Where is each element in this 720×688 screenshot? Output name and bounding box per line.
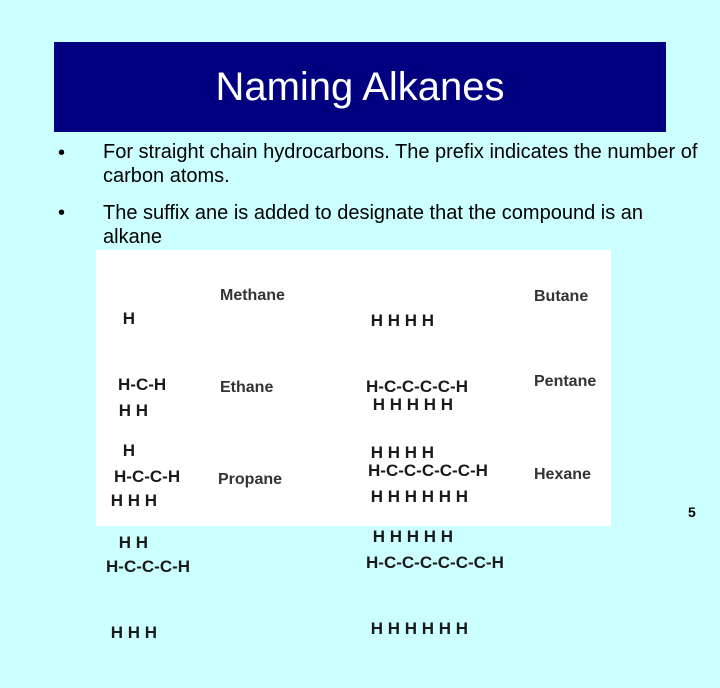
bullet-marker-1: • [58, 142, 66, 164]
alkane-name-ethane: Ethane [220, 379, 274, 396]
bullet-marker-2: • [58, 202, 66, 224]
alkane-structures-panel [96, 250, 611, 642]
bullet-text-2: The suffix ane is added to designate that the compound is an alkane [103, 202, 643, 248]
pentane-structure: H H H H H H-C-C-C-C-C-H H H H H H [368, 395, 488, 546]
alkane-name-butane: Butane [534, 288, 589, 305]
ethane-structure: H H H-C-C-H H H [114, 401, 181, 552]
methane-structure: H H-C-H H [118, 309, 167, 460]
alkane-name-pentane: Pentane [534, 373, 597, 390]
slide-title: Naming Alkanes [215, 64, 505, 109]
butane-structure: H H H H H-C-C-C-C-H H H H H [366, 311, 468, 462]
page-number: 5 [688, 504, 696, 520]
propane-structure: H H H H-C-C-C-H H H H [106, 491, 191, 642]
alkane-name-propane: Propane [218, 471, 283, 488]
alkane-name-hexane: Hexane [534, 466, 591, 483]
alkane-name-methane: Methane [220, 287, 285, 304]
hexane-structure: H H H H H H H-C-C-C-C-C-C-H H H H H H H [366, 487, 504, 638]
bullet-text-1: For straight chain hydrocarbons. The prefix indicates the number of carbon atoms. [103, 141, 698, 187]
title-bar [54, 42, 666, 132]
